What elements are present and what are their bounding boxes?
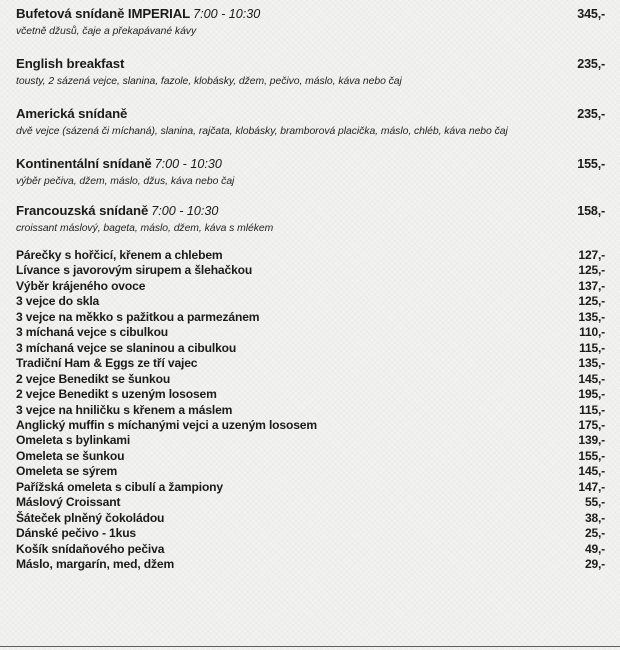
menu-item-price: 137,-	[578, 278, 605, 293]
menu-item-row	[16, 542, 605, 557]
menu-combo-price: 235,-	[577, 57, 605, 71]
menu-item-price: 139,-	[578, 433, 605, 448]
menu-item-name: Košík snídaňového pečiva	[16, 541, 165, 556]
menu-combo-hours: 7:00 - 10:30	[193, 7, 261, 21]
menu-combo-title	[16, 106, 130, 122]
menu-item-name: 3 míchaná vejce s cibulkou	[16, 325, 169, 340]
menu-combo-description: dvě vejce (sázená či míchaná), slanina, rajčata, klobásky, bramborová placička, máslo, chléb, káva nebo čaj	[16, 126, 508, 137]
menu-combo-header	[16, 6, 605, 22]
menu-item-name: Omeleta se sýrem	[16, 464, 118, 479]
menu-item-row	[16, 511, 605, 526]
menu-combo-title	[16, 56, 127, 72]
menu-item-price: 145,-	[578, 464, 605, 479]
menu-item-row	[16, 387, 605, 402]
menu-combo-price: 158,-	[577, 204, 605, 218]
menu-item-name: Šáteček plněný čokoládou	[16, 510, 165, 525]
bottom-divider	[0, 646, 620, 647]
menu-combo-title	[16, 203, 218, 219]
menu-combo-title	[16, 6, 260, 22]
menu-item-row	[16, 433, 605, 448]
menu-item-name: 3 vejce na hniličku s křenem a máslem	[16, 402, 233, 417]
menu-item-price: 195,-	[578, 387, 605, 402]
menu-item-price: 55,-	[584, 495, 605, 510]
menu-item-price: 155,-	[578, 448, 605, 463]
menu-item-row	[16, 279, 605, 294]
menu-item-row	[16, 325, 605, 340]
menu-item-price: 115,-	[579, 402, 605, 417]
menu-combo-header	[16, 156, 605, 172]
menu-combo-price: 345,-	[577, 7, 605, 21]
menu-combo-title-text: Kontinentální snídaně	[16, 156, 152, 171]
menu-item-name: 3 vejce do skla	[16, 294, 100, 309]
menu-item-row	[16, 526, 605, 541]
menu-combo-item	[16, 106, 605, 139]
menu-combo-item	[16, 156, 605, 189]
menu-item-row	[16, 557, 605, 572]
menu-item-price: 145,-	[578, 371, 605, 386]
menu-combo-description: včetně džusů, čaje a překapávané kávy	[16, 26, 197, 37]
menu-item-price: 135,-	[578, 356, 605, 371]
menu-item-price: 175,-	[578, 417, 605, 432]
menu-item-row	[16, 341, 605, 356]
menu-item-name: Máslový Croissant	[16, 495, 121, 510]
menu-combo-description: croissant máslový, bageta, máslo, džem, káva s mlékem	[16, 223, 274, 234]
menu-item-name: 2 vejce Benedikt s uzeným lososem	[16, 387, 217, 402]
menu-item-price: 125,-	[578, 263, 605, 278]
menu-item-row	[16, 464, 605, 479]
menu-combo-price: 235,-	[577, 107, 605, 121]
menu-item-price: 135,-	[578, 309, 605, 324]
menu-item-row	[16, 263, 605, 278]
menu-combo-title	[16, 156, 222, 172]
menu-item-row	[16, 449, 605, 464]
menu-item-name: 3 vejce na měkko s pažitkou a parmezánem	[16, 309, 260, 324]
menu-item-row	[16, 248, 605, 263]
menu-item-name: Dánské pečivo - 1kus	[16, 526, 137, 541]
menu-combo-title-text: Americká snídaně	[16, 106, 128, 121]
menu-item-row	[16, 495, 605, 510]
menu-item-row	[16, 403, 605, 418]
menu-item-name: 2 vejce Benedikt se šunkou	[16, 371, 171, 386]
menu-item-name: 3 míchaná vejce se slaninou a cibulkou	[16, 340, 237, 355]
menu-combo-item	[16, 203, 605, 236]
a-la-carte-section	[16, 248, 605, 573]
menu-item-name: Máslo, margarín, med, džem	[16, 557, 175, 572]
menu-combo-hours: 7:00 - 10:30	[154, 157, 222, 171]
menu-combo-header	[16, 106, 605, 122]
menu-combo-header	[16, 203, 605, 219]
menu-combo-title-text: English breakfast	[16, 56, 125, 71]
menu-item-row	[16, 310, 605, 325]
menu-combo-item	[16, 56, 605, 89]
menu-item-price: 38,-	[584, 510, 605, 525]
menu-item-price: 125,-	[578, 294, 605, 309]
menu-item-name: Tradiční Ham & Eggs ze tří vajec	[16, 356, 198, 371]
menu-item-price: 127,-	[578, 248, 605, 262]
menu-item-price: 147,-	[578, 479, 605, 494]
menu-item-row	[16, 480, 605, 495]
menu-item-name: Lívance s javorovým sirupem a šlehačkou	[16, 263, 253, 278]
menu-item-row	[16, 372, 605, 387]
menu-item-name: Omeleta se šunkou	[16, 448, 125, 463]
menu-item-price: 49,-	[584, 541, 605, 556]
menu-combo-description: tousty, 2 sázená vejce, slanina, fazole, klobásky, džem, pečivo, máslo, káva nebo čaj	[16, 76, 402, 87]
menu-item-name: Výběr krájeného ovoce	[16, 278, 146, 293]
menu-item-row	[16, 356, 605, 371]
menu-item-price: 25,-	[584, 526, 605, 541]
menu-item-row	[16, 418, 605, 433]
menu-combo-item	[16, 6, 605, 39]
menu-item-name: Anglický muffin s míchanými vejci a uzeným lososem	[16, 417, 317, 432]
menu-combo-hours: 7:00 - 10:30	[151, 204, 219, 218]
menu-combo-title-text: Bufetová snídaně IMPERIAL	[16, 6, 191, 21]
menu-combo-price: 155,-	[577, 157, 605, 171]
menu-item-price: 110,-	[579, 325, 605, 340]
menu-item-price: 115,-	[579, 340, 605, 355]
menu-item-name: Párečky s hořčicí, křenem a chlebem	[16, 248, 223, 262]
menu-item-price: 29,-	[584, 557, 605, 572]
menu-item-row	[16, 294, 605, 309]
menu-item-name: Pařížská omeleta s cibulí a žampiony	[16, 479, 223, 494]
menu-combo-header	[16, 56, 605, 72]
menu-item-name: Omeleta s bylinkami	[16, 433, 131, 448]
set-breakfast-section	[16, 6, 605, 236]
menu-combo-description: výběr pečiva, džem, máslo, džus, káva nebo čaj	[16, 176, 235, 187]
menu-combo-title-text: Francouzská snídaně	[16, 203, 149, 218]
